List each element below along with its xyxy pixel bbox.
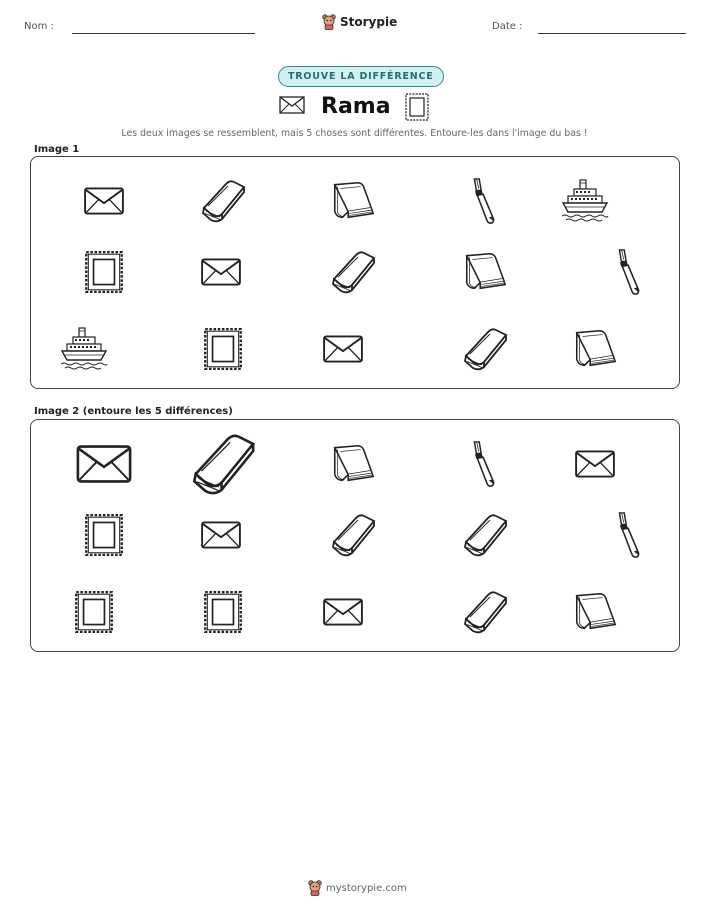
stamp-icon[interactable] [83, 512, 125, 558]
footer-url: mystorypie.com [326, 882, 407, 894]
image1-label: Image 1 [34, 144, 80, 155]
book-icon[interactable] [185, 431, 261, 497]
image2-panel[interactable] [30, 419, 680, 652]
bear-mascot-icon [322, 14, 336, 30]
page-title: Rama [321, 94, 391, 119]
pen-icon[interactable] [470, 440, 500, 488]
book-icon[interactable] [460, 512, 510, 558]
pen-icon[interactable] [615, 511, 645, 559]
book-open-icon[interactable] [571, 589, 619, 635]
book-open-icon [571, 326, 619, 372]
image2-label: Image 2 (entoure les 5 différences) [34, 406, 233, 417]
book-icon[interactable] [460, 589, 510, 635]
envelope-icon [322, 334, 364, 364]
title-envelope-icon [279, 96, 305, 114]
book-open-icon [329, 178, 377, 224]
envelope-icon[interactable] [200, 520, 242, 550]
brand-logo [322, 14, 397, 30]
stamp-icon [83, 249, 125, 295]
instructions: Les deux images se ressemblent, mais 5 choses sont différentes. Entoure-les dans l'image du bas ! [121, 128, 588, 139]
image1-panel [30, 156, 680, 389]
name-label: Nom : [24, 21, 54, 32]
stamp-icon[interactable] [202, 589, 244, 635]
envelope-icon [200, 257, 242, 287]
book-open-icon [461, 249, 509, 295]
envelope-icon[interactable] [75, 443, 133, 485]
book-icon[interactable] [328, 512, 378, 558]
stamp-icon [202, 326, 244, 372]
book-icon [328, 249, 378, 295]
date-line[interactable] [538, 33, 686, 34]
ship-icon [59, 325, 109, 373]
footer [308, 880, 407, 896]
ship-icon [560, 177, 610, 225]
envelope-icon[interactable] [322, 597, 364, 627]
pen-icon [615, 248, 645, 296]
date-label: Date : [492, 21, 523, 32]
book-icon [460, 326, 510, 372]
book-icon [198, 178, 248, 224]
brand-name: Storypie [340, 15, 398, 29]
title-stamp-icon [404, 92, 430, 122]
bear-mascot-icon [308, 880, 322, 896]
envelope-icon[interactable] [574, 449, 616, 479]
pen-icon [470, 177, 500, 225]
game-badge: TROUVE LA DIFFÉRENCE [278, 66, 444, 87]
name-line[interactable] [72, 33, 255, 34]
envelope-icon [83, 186, 125, 216]
book-open-icon[interactable] [329, 441, 377, 487]
stamp-icon[interactable] [73, 589, 115, 635]
